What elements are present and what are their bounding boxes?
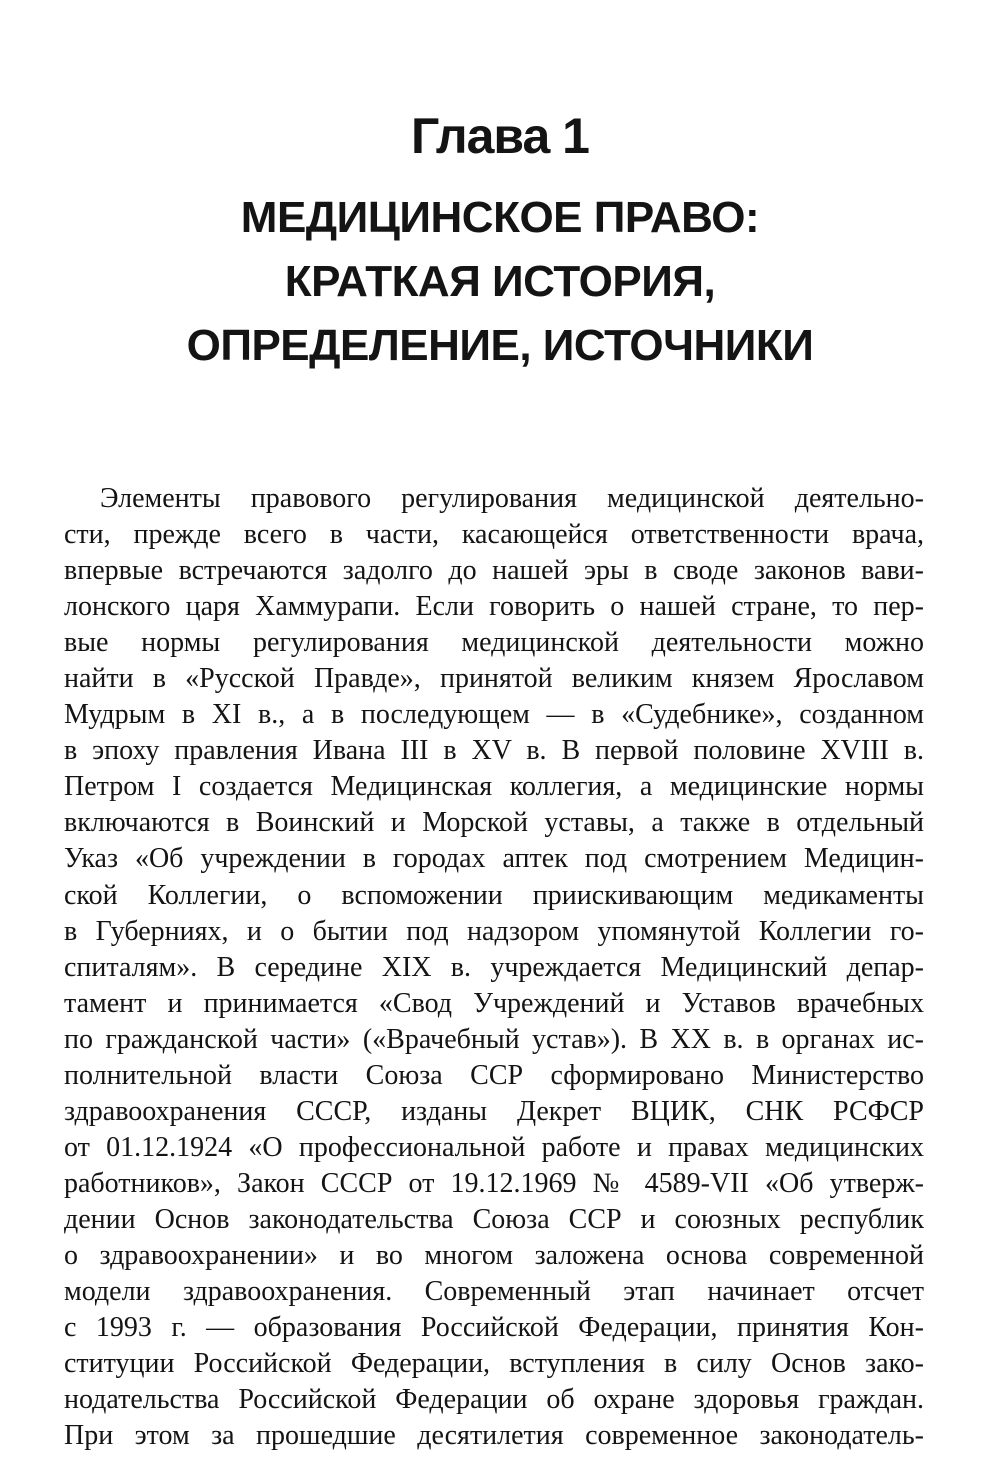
text-line: лонского царя Хаммурапи. Если говорить о нашей стране, то пер-	[64, 591, 924, 623]
text-line: в Губерниях, и о бытии под надзором упомянутой Коллегии го-	[64, 915, 924, 947]
text-line: с 1993 г. — образования Российской Федерации, принятия Кон-	[64, 1312, 924, 1344]
text-line: Петром I создается Медицинская коллегия, а медицинские нормы	[64, 771, 924, 803]
text-line: тамент и принимается «Свод Учреждений и Уставов врачебных	[64, 987, 924, 1019]
text-line: полнительной власти Союза ССР сформировано Министерство	[64, 1059, 924, 1091]
chapter-number: Глава 1	[410, 108, 589, 164]
text-line: При этом за прошедшие десятилетия современное законодатель-	[64, 1420, 924, 1452]
text-line: впервые встречаются задолго до нашей эры в своде законов вави-	[64, 555, 924, 587]
chapter-title-line: МЕДИЦИНСКОЕ ПРАВО:	[240, 193, 760, 242]
text-line: дении Основ законодательства Союза ССР и союзных республик	[64, 1203, 924, 1235]
text-line: Указ «Об учреждении в городах аптек под смотрением Медицин-	[64, 843, 924, 875]
text-line: ской Коллегии, о вспоможении приискивающим медикаменты	[64, 879, 924, 911]
text-line: в эпоху правления Ивана III в XV в. В первой половине XVIII в.	[64, 735, 924, 767]
chapter-title	[0, 186, 1000, 378]
text-line: ституции Российской Федерации, вступления в силу Основ зако-	[64, 1348, 924, 1380]
text-line: Мудрым в XI в., а в последующем — в «Судебнике», созданном	[64, 699, 924, 731]
text-line: сти, прежде всего в части, касающейся ответственности врача,	[64, 519, 924, 551]
text-line: спиталям». В середине XIX в. учреждается Медицинский депар-	[64, 951, 924, 983]
text-line: от 01.12.1924 «О профессиональной работе и правах медицинских	[64, 1131, 924, 1163]
chapter-title-line: КРАТКАЯ ИСТОРИЯ,	[284, 257, 716, 306]
text-line: найти в «Русской Правде», принятой великим князем Ярославом	[64, 663, 924, 695]
text-line: о здравоохранении» и во многом заложена основа современной	[64, 1239, 924, 1271]
text-line: вые нормы регулирования медицинской деятельности можно	[64, 627, 924, 659]
chapter-title-line: ОПРЕДЕЛЕНИЕ, ИСТОЧНИКИ	[186, 321, 814, 370]
text-line: нодательства Российской Федерации об охране здоровья граждан.	[64, 1384, 924, 1416]
text-line: здравоохранения СССР, изданы Декрет ВЦИК, СНК РСФСР	[64, 1095, 924, 1127]
text-line: включаются в Воинский и Морской уставы, а также в отдельный	[64, 807, 924, 839]
text-line: модели здравоохранения. Современный этап начинает отсчет	[64, 1276, 924, 1308]
text-line: по гражданской части» («Врачебный устав»). В XX в. в органах ис-	[64, 1023, 924, 1055]
body-paragraph	[64, 481, 924, 1454]
text-line: работников», Закон СССР от 19.12.1969 № 4589-VII «Об утверж-	[64, 1167, 924, 1199]
text-line: Элементы правового регулирования медицинской деятельно-	[100, 483, 924, 514]
